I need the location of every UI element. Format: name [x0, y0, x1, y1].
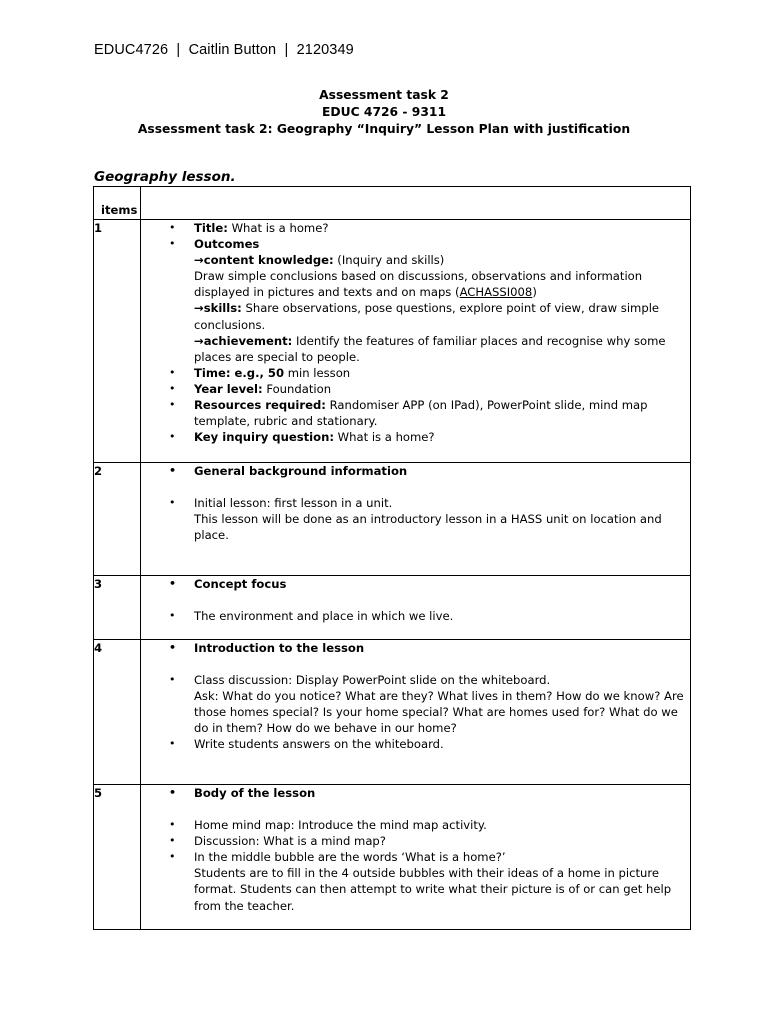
row-number: 1	[94, 220, 141, 463]
row-content	[141, 785, 691, 930]
header-separator: |	[176, 42, 181, 58]
table-row	[94, 785, 691, 930]
title-line-1: Assessment task 2	[319, 88, 449, 102]
curriculum-code-link[interactable]: ACHASSI008	[459, 285, 533, 300]
row-number: 5	[94, 785, 141, 930]
document-header	[94, 42, 354, 58]
list-item: • Home mind map: Introduce the mind map activity.	[194, 817, 690, 833]
table-row	[94, 576, 691, 640]
list-item: • In the middle bubble are the words ‘What is a home?’ Students are to fill in the 4 outside bubbles with their ideas of a home in picture format. Students can then attempt to write what their picture is of or can get help from the teacher.	[194, 849, 690, 913]
list-item: • Concept focus	[194, 576, 690, 592]
list-item: • The environment and place in which we live.	[194, 608, 690, 624]
list-item: • Body of the lesson	[194, 785, 690, 801]
row-number: 2	[94, 463, 141, 576]
list-item: • Initial lesson: first lesson in a unit. This lesson will be done as an introductory lesson in a HASS unit on location and place.	[194, 495, 690, 543]
lesson-plan-table	[93, 186, 691, 930]
list-item: • Key inquiry question: What is a home?	[194, 429, 690, 445]
header-separator: |	[284, 42, 289, 58]
row-list	[141, 785, 690, 914]
list-item: • Time: e.g., 50 min lesson	[194, 365, 690, 381]
section-heading: Geography lesson.	[94, 169, 236, 185]
title-line-3: Assessment task 2: Geography “Inquiry” Lesson Plan with justification	[137, 122, 631, 136]
document-titles	[0, 87, 768, 138]
table-row	[94, 640, 691, 785]
table-row	[94, 220, 691, 463]
list-item: • Class discussion: Display PowerPoint slide on the whiteboard. Ask: What do you notice? What are they? What lives in them? How do we know? Are those homes special? Is your home special? What are homes used for? What do we do in them? How do we behave in our home?	[194, 672, 690, 736]
list-item: • Title: What is a home?	[194, 220, 690, 236]
list-item: • Resources required: Randomiser APP (on IPad), PowerPoint slide, mind map template, rubric and stationary.	[194, 397, 690, 429]
row-number: 4	[94, 640, 141, 785]
list-item: • General background information	[194, 463, 690, 479]
items-column-header: items	[94, 187, 141, 220]
row-content	[141, 220, 691, 463]
list-item: • Year level: Foundation	[194, 381, 690, 397]
table-header-row	[94, 187, 691, 220]
list-item: • Introduction to the lesson	[194, 640, 690, 656]
row-content	[141, 640, 691, 785]
row-content	[141, 576, 691, 640]
row-list	[141, 576, 690, 624]
course-code: EDUC4726	[94, 42, 169, 58]
row-content	[141, 463, 691, 576]
row-list	[141, 220, 690, 445]
title-line-2: EDUC 4726 - 9311	[321, 105, 446, 119]
row-list	[141, 640, 690, 753]
table-row	[94, 463, 691, 576]
list-item: • Discussion: What is a mind map?	[194, 833, 690, 849]
list-item: • Outcomes →content knowledge: (Inquiry and skills) Draw simple conclusions based on discussions, observations and information displayed in pictures and texts and on maps (ACHASSI008) →skills: Share observations, pose questions, explore point of view, draw simple conclusions. →achievement: Identify the features of familiar places and recognise why some places are special to people.	[194, 236, 690, 365]
row-list	[141, 463, 690, 543]
student-id: 2120349	[296, 42, 354, 58]
content-column-header	[141, 187, 691, 220]
row-number: 3	[94, 576, 141, 640]
list-item: • Write students answers on the whiteboard.	[194, 736, 690, 752]
author-name: Caitlin Button	[188, 42, 277, 58]
